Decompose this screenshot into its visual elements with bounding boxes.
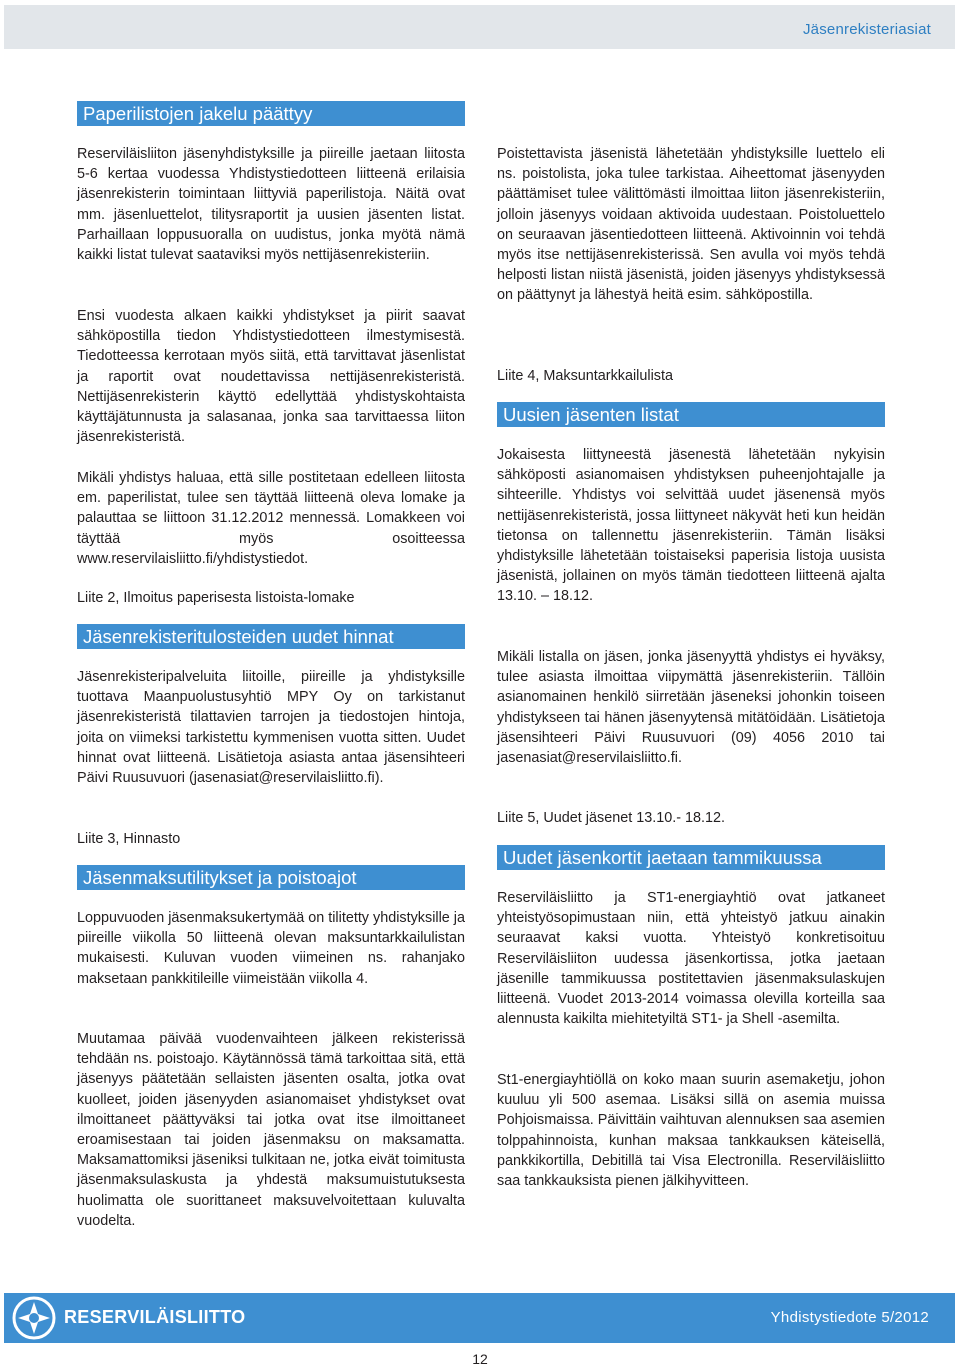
heading-uudet-jasenkortit: Uudet jäsenkortit jaetaan tammikuussa bbox=[497, 845, 885, 870]
publication-label: Yhdistystiedote 5/2012 bbox=[770, 1309, 929, 1326]
paragraph-text: Ensi vuodesta alkaen kaikki yhdistykset ja piirit saavat sähköpostilla tiedon Yhdistystiedotteen ilmestymisestä. Tiedotteessa kerrotaan myös siitä, että tarvittavat jäsenlistat ja raportit ovat noudettavissa nettijäsenrekisteristä. Nettijäsenrekisterin käyttö edellyttää yhdistyskohtaista käyttäjätunnusta ja salasanaa, jonka saa tarvittaessa liiton jäsenrekisteristä. bbox=[77, 308, 465, 446]
paragraph-text: Loppuvuoden jäsenmaksukertymää on tilitetty yhdistyksille ja piireille viikolla 50 liitteenä olevan maksuntarkkailulistan mukaisesti. Kuluvan vuoden viimeinen ns. rahanjako maksetaan pankkitileille viimeistään viikolla 4. bbox=[77, 910, 465, 987]
paragraph bbox=[497, 144, 885, 306]
heading-jasenmaksutilitykset: Jäsenmaksutilitykset ja poistoajot bbox=[77, 865, 465, 890]
paragraph-text: St1-energiayhtiöllä on koko maan suurin asemaketju, johon kuuluu yli 500 asemaa. Lisäksi sillä on asemia muissa Pohjoismaissa. Päivittäin vaihtuvan alennuksen saa asemien tolppahinnoista, kunhan maksaa tankkauksen käteisellä, pankkikortilla, Debitillä tai Visa Electronilla. Reserviläisliitto saa tankkauksista pienen jälkihyvitteen. bbox=[497, 1072, 885, 1190]
attachment-text: Liite 5, Uudet jäsenet 13.10.- 18.12. bbox=[497, 810, 726, 826]
logo-wordmark: RESERVILÄISLIITTO bbox=[64, 1307, 246, 1327]
attachment-text: Liite 3, Hinnasto bbox=[77, 831, 181, 847]
paragraph bbox=[77, 908, 465, 989]
paragraph bbox=[77, 468, 465, 569]
reservilaisliitto-logo-icon bbox=[12, 1296, 56, 1340]
paragraph bbox=[497, 445, 885, 607]
paragraph bbox=[77, 667, 465, 788]
page-number: 12 bbox=[472, 1351, 488, 1367]
paragraph bbox=[77, 306, 465, 447]
paragraph-text: Poistettavista jäsenistä lähetetään yhdistyksille luettelo eli ns. poistolista, joka tulee tarkistaa. Aiheettomat jäsenyyden päättämiset tulee välittömästi ilmoittaa liiton jäsenrekisteriin, jolloin jäsenyys voidaan aktivoida uudestaan. Poistoluettelo on seuraavan jäsentiedotteen liitteenä. Aktivoinnin voi tehdä myös itse nettijäsenrekisterissä. Sen avulla voi myös tehdä helposti listan niistä jäsenistä, joiden jäsenyys yhdistyksessä on päättynyt ja lähestyä heitä esim. sähköpostilla. bbox=[497, 146, 885, 304]
paragraph-text: Mikäli listalla on jäsen, jonka jäsenyyttä yhdistys ei hyväksy, tulee asiasta ilmoittaa viipymättä jäsenrekisteriin. Tällöin asianomainen henkilö siirretään jäseneksi johonkin toiseen yhdistykseen tai hänen jäsenyytensä mitätöidään. Lisätietoja jäsensihteeri Päivi Ruusuvuori (09) 4056 2010 tai jasenasiat@reservilaisliitto.fi. bbox=[497, 649, 885, 767]
heading-paperilistat: Paperilistojen jakelu päättyy bbox=[77, 101, 465, 126]
paragraph-text: Reserviläisliiton jäsenyhdistyksille ja piireille jaetaan liitosta 5-6 kertaa vuodessa Yhdistystiedotteen liitteenä erilaisia jäsenrekisterin toimintaan liittyviä paperilistoja. Näitä ovat mm. jäsenluettelot, tilitysraportit ja uusien jäsenten listat. Parhaillaan loppusuoralla on uudistus, jonka myötä nämä kaikki listat tulevat saataviksi myös nettijäsenrekisteriin. bbox=[77, 146, 465, 264]
section-title: Jäsenrekisteriasiat bbox=[802, 21, 931, 38]
paragraph bbox=[497, 647, 885, 768]
attachment-note bbox=[77, 829, 465, 849]
paragraph bbox=[497, 1070, 885, 1191]
paragraph bbox=[77, 144, 465, 265]
page-header bbox=[4, 5, 955, 49]
paragraph-text: Mikäli yhdistys haluaa, että sille postitetaan edelleen liitosta em. paperilistat, tulee sen täyttää liitteenä oleva lomake ja palauttaa se liittoon 31.12.2012 mennessä. Lomakkeen voi täyttää myös osoitteessa www.reservilaisliitto.fi/yhdistystiedot. bbox=[77, 470, 465, 567]
paragraph-text: Muutamaa päivää vuodenvaihteen jälkeen rekisterissä tehdään ns. poistoajo. Käytännössä tämä tarkoittaa sitä, että jäsenyys päätetään sellaisten jäsenten osalta, jotka ovat kuolleet, joiden jäsenyyden asianomaiset yhdistykset ovat ilmoittaneet päättyväksi tai jotka ovat itse ilmoittaneet eroamisestaan tai joiden jäsenmaksu on maksamatta. Maksamattomiksi jäseniksi tulkitaan ne, jotka eivät toimitusta jäsenmaksulaskusta ja yhdestä maksumuistutuksesta huolimatta ole suorittaneet maksuvelvoitettaan kuluvalta vuodelta. bbox=[77, 1031, 465, 1229]
paragraph bbox=[497, 888, 885, 1029]
page-footer bbox=[4, 1293, 955, 1343]
attachment-text: Liite 2, Ilmoitus paperisesta listoista-lomake bbox=[77, 590, 355, 606]
heading-tulosteiden-hinnat: Jäsenrekisteritulosteiden uudet hinnat bbox=[77, 624, 465, 649]
heading-uusien-jasenten-listat: Uusien jäsenten listat bbox=[497, 402, 885, 427]
attachment-text: Liite 4, Maksuntarkkailulista bbox=[497, 368, 673, 384]
paragraph bbox=[77, 1029, 465, 1231]
paragraph-text: Jokaisesta liittyneestä jäsenestä lähetetään nykyisin sähköposti asianomaisen yhdistyksen puheenjohtajalle ja sihteerille. Yhdistys voi selvittää uudet jäsenensä myös nettijäsenrekisteristä, jossa liittyneet näkyvät heti kun heidän tietonsa on tallennettu jäsenrekisteriin. Tämän lisäksi yhdistyksille lähetetään toistaiseksi paperisia listoja uusista jäsenistä, jollainen on myös tämän tiedotteen liitteenä ajalta 13.10. – 18.12. bbox=[497, 447, 885, 605]
attachment-note bbox=[77, 588, 465, 608]
paragraph-text: Reserviläisliitto ja ST1-energiayhtiö ovat jatkaneet yhteistyösopimustaan niin, että yhteistyö jatkuu ainakin seuraavat kaksi vuotta. Yhteistyö konkretisoituu Reserviläisliiton uudessa jäsenkortissa, jotka jaetaan jäsenille tammikuussa postitettavien jäsenmaksulaskujen liitteenä. Vuodet 2013-2014 voimassa olevilla korteilla saa alennusta kaikilta miehitetyiltä ST1- ja Shell -asemilta. bbox=[497, 890, 885, 1028]
paragraph-text: Jäsenrekisteripalveluita liitoille, piireille ja yhdistyksille tuottava Maanpuolustusyhtiö MPY Oy on tarkistanut jäsenrekisteristä tilattavien tarrojen ja tiedostojen hintoja, joita on viimeksi tarkistettu kymmenisen vuotta sitten. Uudet hinnat ovat liitteenä. Lisätietoja asiasta antaa jäsensihteeri Päivi Ruusuvuori (jasenasiat@reservilaisliitto.fi). bbox=[77, 669, 465, 787]
attachment-note bbox=[497, 366, 885, 386]
attachment-note bbox=[497, 808, 885, 828]
